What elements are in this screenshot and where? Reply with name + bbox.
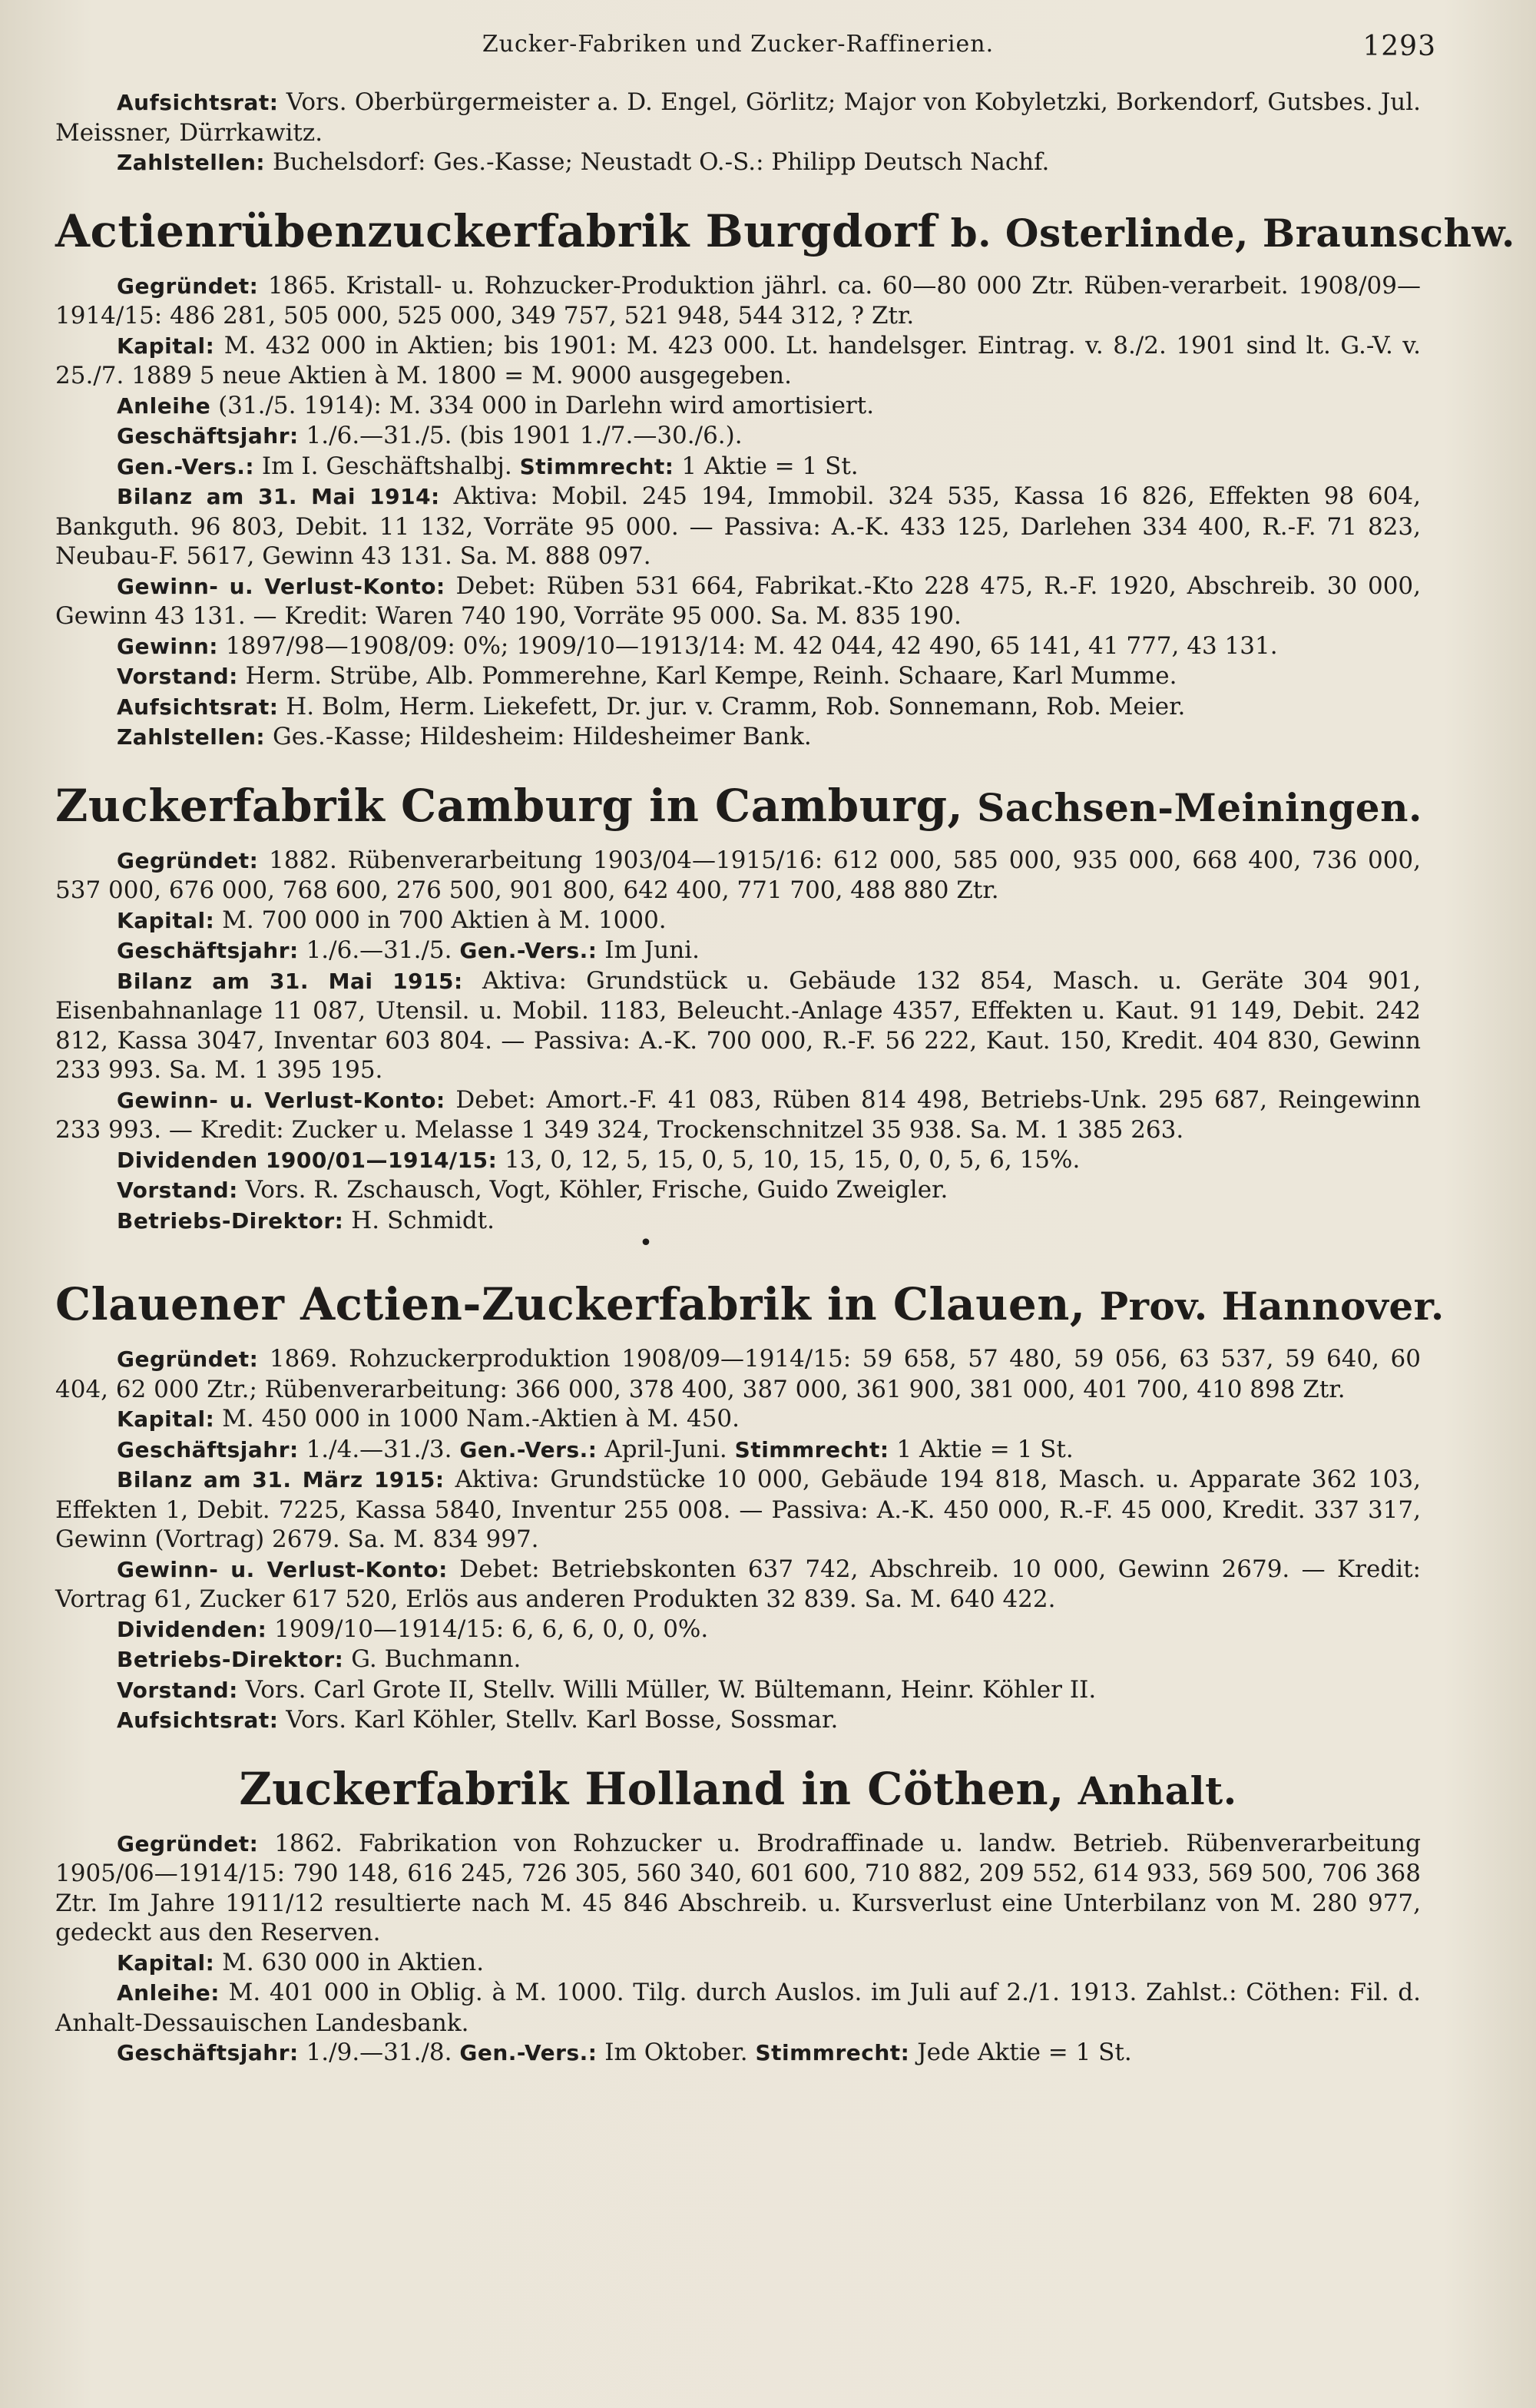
entry-paragraph	[55, 1705, 1421, 1736]
entry-text: Jede Aktie = 1 St.	[909, 2039, 1132, 2066]
entry-label: Kapital:	[117, 1406, 215, 1432]
entry-text: M. 700 000 in 700 Aktien à M. 1000.	[214, 906, 667, 934]
company-section-holland	[55, 1762, 1421, 2068]
entry-paragraph	[55, 1829, 1421, 1948]
entry-text: 13, 0, 12, 5, 15, 0, 5, 10, 15, 15, 0, 0, 5, 6, 15%.	[497, 1145, 1081, 1174]
entry-label: Aufsichtsrat:	[117, 90, 279, 115]
entry-label: Gegründet:	[117, 1346, 259, 1372]
entry-text: 1 Aktie = 1 St.	[889, 1435, 1074, 1463]
entry-paragraph	[55, 391, 1421, 422]
entry-label: Betriebs-Direktor:	[117, 1207, 344, 1234]
entry-label: Gegründet:	[117, 273, 259, 299]
entry-label: Aufsichtsrat:	[117, 694, 279, 720]
entry-label: Gen.-Vers.:	[459, 2040, 598, 2065]
entry-paragraph	[55, 1404, 1421, 1435]
company-title	[55, 779, 1421, 835]
entry-text: Aktiva: Grundstück u. Gebäude 132 854, Masch. u. Geräte 304 901, Eisenbahnanlage 11 087, Utensil. u. Mobil. 1183, Beleucht.-Anlage 4357, Effekten u. Kaut. 91 149, Debit. 242 812, Kassa 3047, Inventar 603 804. — Passiva: A.-K. 700 000, R.-F. 56 222, Kaut. 150, Kredit. 404 830, Gewinn 233 993. Sa. M. 1 395 195.	[55, 966, 1421, 1084]
entry-text: 1 Aktie = 1 St.	[674, 452, 859, 480]
entry-paragraph	[55, 571, 1421, 631]
company-location: b. Osterlinde, Braunschw.	[936, 210, 1515, 256]
company-name: Zuckerfabrik Holland in Cöthen,	[239, 1762, 1064, 1815]
entry-paragraph	[55, 1175, 1421, 1206]
entry-text: (31./5. 1914): M. 334 000 in Darlehn wird amortisiert.	[210, 391, 875, 419]
entry-paragraph	[55, 2038, 1421, 2068]
entry-paragraph	[55, 1645, 1421, 1675]
entry-text: 1862. Fabrikation von Rohzucker u. Brodraffinade u. landw. Betrieb. Rübenverarbeitung 1905/06—1914/15: 790 148, 616 245, 726 305, 560 340, 601 600, 710 882, 209 552, 614 933, 569 500, 706 368 Ztr. Im Jahre 1911/12 resultierte nach M. 45 846 Abschreib. u. Kursverlust eine Unterbilanz von M. 280 977, gedeckt aus den Reserven.	[55, 1829, 1421, 1946]
entry-text: April-Juni.	[597, 1435, 735, 1463]
entry-label: Stimmrecht:	[519, 453, 674, 479]
entry-label: Dividenden 1900/01—1914/15:	[117, 1147, 498, 1173]
entry-label: Geschäftsjahr:	[117, 1436, 299, 1462]
entry-label: Stimmrecht:	[734, 1436, 889, 1462]
entry-paragraph	[55, 722, 1421, 753]
entry-label: Gewinn- u. Verlust-Konto:	[117, 573, 445, 599]
entry-label: Gen.-Vers.:	[459, 1436, 598, 1462]
entry-paragraph	[55, 147, 1421, 178]
entry-label: Kapital:	[117, 333, 215, 359]
company-location: Anhalt.	[1064, 1767, 1237, 1813]
entry-paragraph	[55, 1978, 1421, 2038]
entry-text: Vors. Karl Köhler, Stellv. Karl Bosse, Sossmar.	[278, 1706, 839, 1734]
running-header	[55, 31, 1436, 77]
entry-paragraph	[55, 966, 1421, 1085]
entry-label: Kapital:	[117, 1949, 215, 1976]
continuation-block	[55, 88, 1421, 178]
company-name: Zuckerfabrik Camburg in Camburg,	[55, 779, 964, 832]
page-number: 1293	[1362, 31, 1436, 62]
entry-paragraph	[55, 421, 1421, 452]
entry-text: M. 432 000 in Aktien; bis 1901: M. 423 000. Lt. handelsger. Eintrag. v. 8./2. 1901 sind lt. G.-V. v. 25./7. 1889 5 neue Aktien à M. 1800 = M. 9000 ausgegeben.	[55, 331, 1421, 389]
entry-text: 1897/98—1908/09: 0%; 1909/10—1913/14: M. 42 044, 42 490, 65 141, 41 777, 43 131.	[218, 631, 1278, 660]
entry-text: Vors. Carl Grote II, Stellv. Willi Müller, W. Bültemann, Heinr. Köhler II.	[237, 1675, 1097, 1704]
entry-text: Vors. Oberbürgermeister a. D. Engel, Görlitz; Major von Kobyletzki, Borkendorf, Gutsbes. Jul. Meissner, Dürrkawitz.	[55, 88, 1421, 147]
entry-text: Debet: Amort.-F. 41 083, Rüben 814 498, Betriebs-Unk. 295 687, Reingewinn 233 993. — Kredit: Zucker u. Melasse 1 349 324, Trockenschnitzel 35 938. Sa. M. 1 385 263.	[55, 1085, 1421, 1144]
entry-paragraph	[55, 331, 1421, 391]
entry-label: Dividenden:	[117, 1616, 267, 1642]
entry-paragraph	[55, 1085, 1421, 1145]
company-section-clauen	[55, 1277, 1445, 1736]
entry-paragraph	[55, 1948, 1421, 1979]
separator-dot: •	[639, 1230, 653, 1257]
entry-text: 1865. Kristall- u. Rohzucker-Produktion jährl. ca. 60—80 000 Ztr. Rüben-verarbeit. 1908/09—1914/15: 486 281, 505 000, 525 000, 349 757, 521 948, 544 312, ? Ztr.	[55, 271, 1421, 330]
entry-paragraph	[55, 1465, 1421, 1555]
entry-label: Geschäftsjahr:	[117, 423, 299, 449]
entry-label: Gewinn- u. Verlust-Konto:	[117, 1556, 448, 1582]
company-name: Actienrübenzuckerfabrik Burgdorf	[55, 204, 937, 257]
entry-label: Zahlstellen:	[117, 150, 266, 175]
entry-label: Aufsichtsrat:	[117, 1707, 279, 1733]
entry-label: Geschäftsjahr:	[117, 2040, 299, 2065]
entry-paragraph	[55, 271, 1421, 331]
entry-paragraph	[55, 936, 1421, 966]
entry-label: Kapital:	[117, 907, 215, 933]
entry-label: Zahlstellen:	[117, 724, 266, 750]
entry-paragraph	[55, 661, 1421, 692]
entry-label: Vorstand:	[117, 664, 238, 689]
entry-label: Gen.-Vers.:	[117, 453, 255, 479]
entry-paragraph	[55, 452, 1421, 482]
company-name: Clauener Actien-Zuckerfabrik in Clauen,	[55, 1278, 1086, 1330]
entry-label: Gewinn- u. Verlust-Konto:	[117, 1087, 445, 1113]
entry-paragraph	[55, 1206, 1421, 1237]
company-location: Prov. Hannover.	[1085, 1283, 1445, 1329]
entry-text: Im Oktober.	[597, 2039, 756, 2066]
entry-text: 1./4.—31./3.	[298, 1435, 460, 1463]
entry-text: Debet: Betriebskonten 637 742, Abschreib. 10 000, Gewinn 2679. — Kredit: Vortrag 61, Zucker 617 520, Erlös aus anderen Produkten 32 839. Sa. M. 640 422.	[55, 1555, 1421, 1613]
entry-text: 1869. Rohzuckerproduktion 1908/09—1914/15: 59 658, 57 480, 59 056, 63 537, 59 640, 60 404, 62 000 Ztr.; Rübenverarbeitung: 366 000, 378 400, 387 000, 361 900, 381 000, 401 700, 410 898 Ztr.	[55, 1345, 1421, 1403]
entry-text: Im Juni.	[597, 936, 700, 964]
entry-text: Aktiva: Mobil. 245 194, Immobil. 324 535, Kassa 16 826, Effekten 98 604, Bankguth. 96 803, Debit. 11 132, Vorräte 95 000. — Passiva: A.-K. 433 125, Darlehen 334 400, R.-F. 71 823, Neubau-F. 5617, Gewinn 43 131. Sa. M. 888 097.	[55, 482, 1421, 570]
entry-text: Im I. Geschäftshalbj.	[254, 452, 520, 480]
entry-text: Herm. Strübe, Alb. Pommerehne, Karl Kempe, Reinh. Schaare, Karl Mumme.	[237, 662, 1177, 690]
entry-label: Gegründet:	[117, 1830, 259, 1857]
entry-label: Gewinn:	[117, 633, 219, 659]
entry-text: Ges.-Kasse; Hildesheim: Hildesheimer Bank.	[265, 723, 812, 750]
running-title: Zucker-Fabriken und Zucker-Raffinerien.	[482, 31, 995, 58]
entry-text: Buchelsdorf: Ges.-Kasse; Neustadt O.-S.: Philipp Deutsch Nachf.	[265, 148, 1050, 176]
entry-paragraph	[55, 482, 1421, 571]
entry-paragraph	[55, 692, 1421, 723]
entry-label: Stimmrecht:	[755, 2040, 910, 2065]
entry-label: Gegründet:	[117, 847, 259, 873]
entry-text: H. Bolm, Herm. Liekefett, Dr. jur. v. Cramm, Rob. Sonnemann, Rob. Meier.	[278, 692, 1186, 720]
entry-paragraph	[55, 906, 1421, 936]
entry-text: 1909/10—1914/15: 6, 6, 6, 0, 0, 0%.	[266, 1615, 709, 1643]
company-section-burgdorf	[55, 204, 1515, 753]
company-title	[55, 1277, 1445, 1333]
entry-label: Anleihe:	[117, 1980, 220, 2006]
entry-label: Vorstand:	[117, 1178, 238, 1203]
entry-text: Aktiva: Grundstücke 10 000, Gebäude 194 818, Masch. u. Apparate 362 103, Effekten 1, Debit. 7225, Kassa 5840, Inventur 255 008. — Passiva: A.-K. 450 000, R.-F. 45 000, Kredit. 337 317, Gewinn (Vortrag) 2679. Sa. M. 834 997.	[55, 1466, 1421, 1553]
entry-text: 1882. Rübenverarbeitung 1903/04—1915/16: 612 000, 585 000, 935 000, 668 400, 736 000, 537 000, 676 000, 768 600, 276 500, 901 800, 642 400, 771 700, 488 880 Ztr.	[55, 846, 1421, 904]
company-title	[55, 204, 1515, 260]
entry-text: 1./9.—31./8.	[298, 2039, 460, 2066]
entry-label: Anleihe	[117, 393, 211, 419]
entry-text: M. 401 000 in Oblig. à M. 1000. Tilg. durch Auslos. im Juli auf 2./1. 1913. Zahlst.: Cöthen: Fil. d. Anhalt-Dessauischen Landesbank.	[55, 1979, 1421, 2037]
company-section-camburg	[55, 779, 1422, 1257]
entry-text: G. Buchmann.	[343, 1645, 521, 1673]
entry-label: Vorstand:	[117, 1677, 238, 1703]
entry-paragraph	[55, 88, 1421, 147]
entry-text: 1./6.—31./5. (bis 1901 1./7.—30./6.).	[298, 422, 743, 449]
entry-paragraph	[55, 1344, 1421, 1404]
entry-label: Gen.-Vers.:	[459, 938, 598, 963]
entry-text: M. 630 000 in Aktien.	[214, 1948, 485, 1976]
entry-paragraph	[55, 1145, 1421, 1176]
entry-label: Betriebs-Direktor:	[117, 1647, 344, 1672]
entry-text: 1./6.—31./5.	[298, 936, 460, 964]
entry-text: M. 450 000 in 1000 Nam.-Aktien à M. 450.	[214, 1405, 740, 1433]
entry-label: Bilanz am 31. Mai 1915:	[117, 968, 463, 994]
entry-label: Bilanz am 31. März 1915:	[117, 1467, 445, 1492]
entry-paragraph	[55, 1555, 1421, 1615]
company-title	[55, 1762, 1421, 1818]
entry-paragraph	[55, 1435, 1421, 1466]
entry-label: Geschäftsjahr:	[117, 938, 299, 963]
entry-text: Vors. R. Zschausch, Vogt, Köhler, Frische, Guido Zweigler.	[237, 1176, 948, 1204]
entry-label: Bilanz am 31. Mai 1914:	[117, 484, 440, 509]
entry-paragraph	[55, 1675, 1421, 1706]
company-location: Sachsen-Meiningen.	[963, 784, 1422, 830]
entry-paragraph	[55, 631, 1421, 662]
entry-text: Debet: Rüben 531 664, Fabrikat.-Kto 228 475, R.-F. 1920, Abschreib. 30 000, Gewinn 43 131. — Kredit: Waren 740 190, Vorräte 95 000. Sa. M. 835 190.	[55, 571, 1421, 630]
entry-text: H. Schmidt.	[343, 1206, 495, 1234]
entry-paragraph	[55, 846, 1421, 906]
entry-paragraph	[55, 1615, 1421, 1645]
